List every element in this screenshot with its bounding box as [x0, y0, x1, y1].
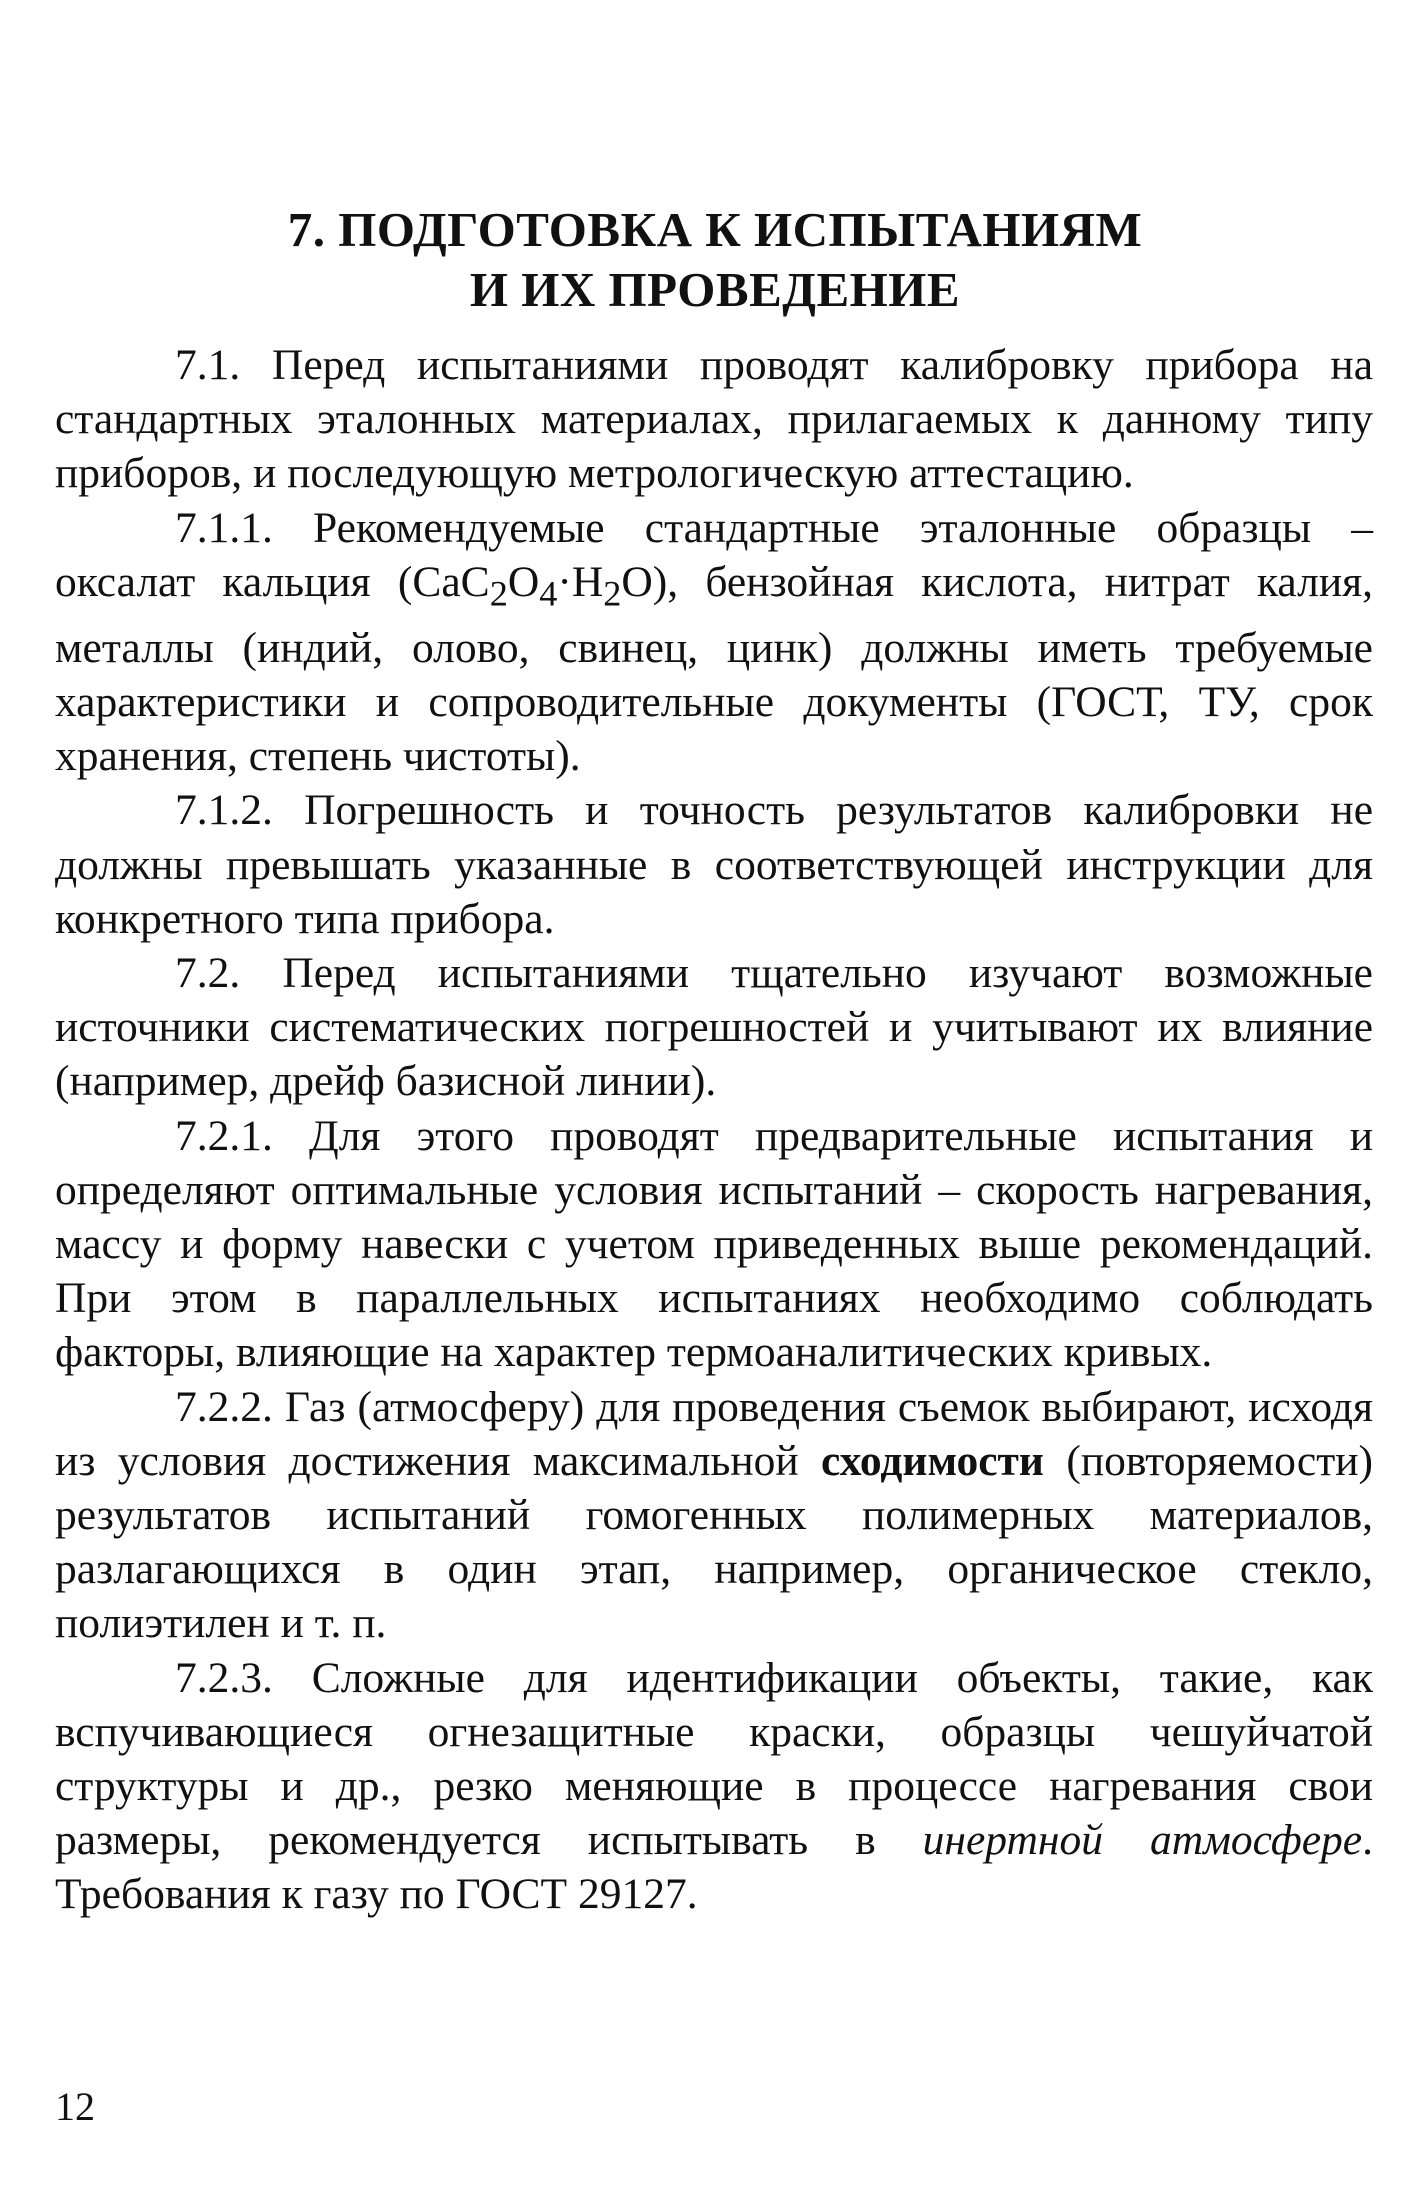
paragraph-7-1-1-text-end: O), бензойная кислота, нитрат калия, металлы (индий, олово, свинец, цинк) должны иметь требуемые характеристики и сопроводительные документы (ГОСТ, ТУ, срок хранения, степень чистоты).: [55, 557, 1373, 781]
paragraph-7-1-2: 7.1.2. Погрешность и точность результатов калибровки не должны превышать указанные в соответствующей инструкции для конкретного типа прибора.: [55, 786, 1373, 943]
heading-line-1: 7. ПОДГОТОВКА К ИСПЫТАНИЯМ: [287, 202, 1143, 257]
italic-term-inert-atmosphere: инертной атмосфере: [922, 1816, 1363, 1865]
paragraph-7-1: 7.1. Перед испытаниями проводят калибровку прибора на стандартных эталонных материалах, прилагаемых к данному типу приборов, и последующую метрологическую аттестацию.: [55, 341, 1373, 498]
section-heading: [50, 200, 1380, 320]
paragraph-7-2-2-text-end: (повторяемости) результатов испытаний гомогенных полимерных материалов, разлагающихся в один этап, например, органическое стекло, полиэтилен и т. п.: [55, 1436, 1373, 1648]
paragraph-7-2-3: [55, 1651, 1373, 1922]
paragraph-7-2-2: [55, 1380, 1373, 1651]
formula-oxygen: O: [507, 557, 540, 606]
paragraph-7-1-1-text-start: 7.1.1. Рекомендуемые стандартные эталонные образцы – оксалат кальция (CaC: [55, 503, 1373, 606]
formula-subscript-o4: 4: [539, 573, 558, 614]
formula-subscript-c2: 2: [489, 573, 508, 614]
paragraph-7-2-3-text-end: . Требования к газу по ГОСТ 29127.: [55, 1816, 1373, 1919]
paragraph-7-2-2-text-start: 7.2.2. Газ (атмосферу) для проведения съемок выбирают, исходя из условия достижения максимальной: [55, 1382, 1373, 1485]
body-text: [55, 338, 1373, 1922]
bold-term-convergence: сходимости: [821, 1436, 1044, 1485]
heading-line-2: И ИХ ПРОВЕДЕНИЕ: [469, 262, 961, 317]
paragraph-7-2: 7.2. Перед испытаниями тщательно изучают возможные источники систематических погрешностей и учитывают их влияние (например, дрейф базисной линии).: [55, 948, 1373, 1106]
formula-subscript-h2: 2: [603, 573, 622, 614]
paragraph-7-2-1: 7.2.1. Для этого проводят предварительные испытания и определяют оптимальные условия испытаний – скорость нагревания, массу и форму навески с учетом приведенных выше рекомендаций. При этом в параллельных испытаниях необходимо соблюдать факторы, влияющие на характер термоаналитических кривых.: [55, 1111, 1373, 1377]
paragraph-7-2-3-text-start: 7.2.3. Сложные для идентификации объекты, такие, как вспучивающиеся огнезащитные краски, образцы чешуйчатой структуры и др., резко меняющие в процессе нагревания свои размеры, рекомендуется испытывать в: [55, 1653, 1373, 1865]
page-number: 12: [55, 2084, 95, 2129]
paragraph-7-1-1: [55, 501, 1373, 784]
formula-hydrate: ·H: [557, 557, 604, 606]
